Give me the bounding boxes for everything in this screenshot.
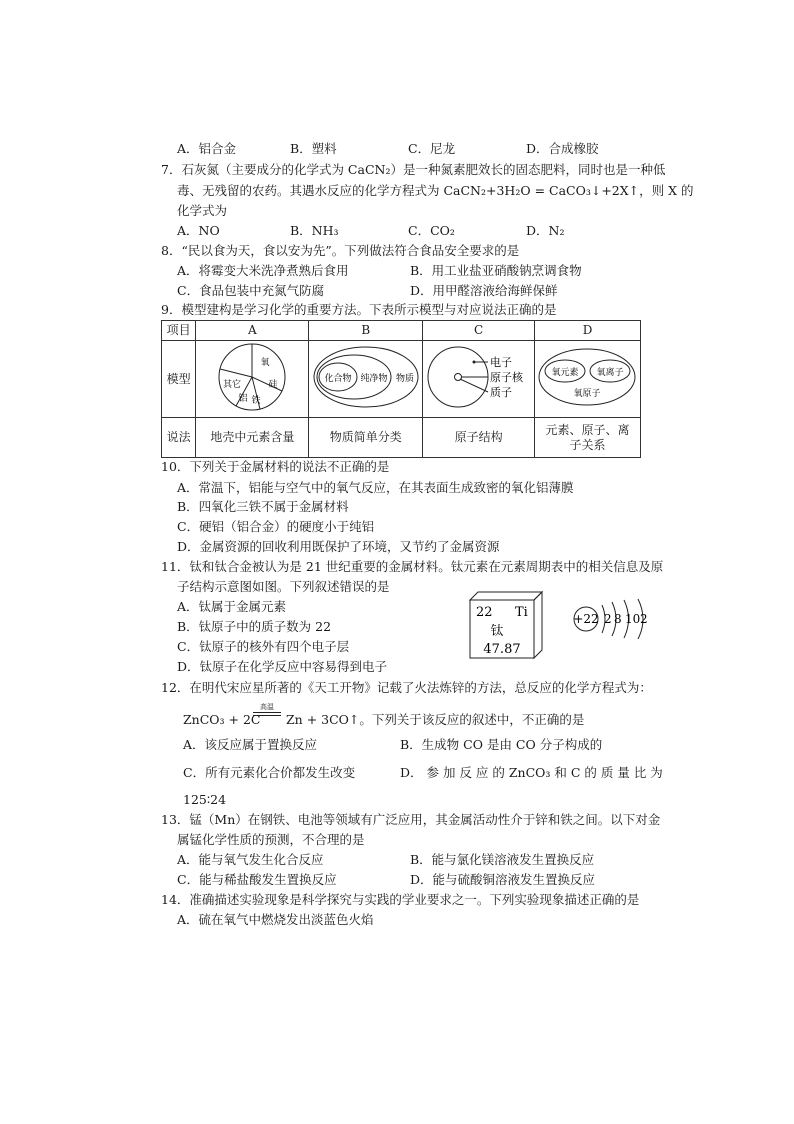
substance-classification-diagram — [310, 341, 422, 413]
q8-option-a: A．将霉变大米洗净煮熟后食用 — [177, 263, 349, 278]
q12-option-a: A．该反应属于置换反应 — [183, 737, 318, 752]
crust-pie-chart — [196, 341, 308, 413]
q12-option-c: C．所有元素化合价都发生改变 — [183, 765, 356, 780]
shell-1-electrons: 2 — [604, 612, 612, 626]
q7-stem-line1: 7．石灰氮（主要成分的化学式为 CaCN₂）是一种氮素肥效长的固态肥料，同时也是一种低 — [161, 162, 666, 177]
atomic-number: 22 — [476, 605, 493, 620]
q12-option-d-continued: 125∶24 — [183, 792, 227, 807]
q13-option-c: C．能与稀盐酸发生置换反应 — [177, 872, 337, 887]
q9-stem: 9．模型建构是学习化学的重要方法。下表所示模型与对应说法正确的是 — [161, 302, 557, 317]
element-name: 钛 — [490, 624, 504, 639]
label-oxygen-element: 氧元素 — [551, 368, 579, 378]
pie-label-others: 其它 — [223, 380, 242, 390]
label-oxygen-ion: 氧离子 — [596, 368, 624, 378]
q13-option-d: D．能与硫酸铜溶液发生置换反应 — [410, 872, 596, 887]
q12-equation-left: ZnCO₃ + 2C — [183, 712, 261, 727]
q13-option-a: A．能与氧气发生化合反应 — [177, 852, 324, 867]
q11-stem-line2: 子结构示意图如图。下列叙述错误的是 — [177, 579, 390, 594]
label-oxygen-atom: 氧原子 — [573, 389, 601, 399]
atom-structure-diagram — [424, 341, 534, 413]
pie-label-iron: 铁 — [251, 396, 261, 406]
q8-stem: 8．“民以食为天，食以安为先”。下列做法符合食品安全要求的是 — [161, 243, 520, 258]
pie-label-aluminum: 铝 — [238, 394, 248, 404]
titanium-periodic-cell — [466, 590, 544, 660]
label-substance: 物质 — [395, 374, 414, 384]
q10-stem: 10．下列关于金属材料的说法不正确的是 — [161, 459, 390, 474]
q7-option-c: C．CO₂ — [408, 223, 455, 238]
q13-stem-line1: 13．锰（Mn）在钢铁、电池等领域有广泛应用，其金属活动性介于锌和铁之间。以下对金 — [161, 812, 661, 827]
q9-header-b: B — [309, 321, 423, 341]
pie-label-silicon: 硅 — [268, 380, 278, 390]
q11-option-d: D．钛原子在化学反应中容易得到电子 — [177, 659, 388, 674]
label-electron: 电子 — [489, 356, 512, 369]
q7-stem-line2: 毒、无残留的农药。其遇水反应的化学方程式为 CaCN₂+3H₂O = CaCO₃↓+2X↑，则 X 的 — [177, 183, 694, 198]
q9-model-c — [423, 341, 535, 418]
label-compound: 化合物 — [324, 374, 352, 384]
q9-row-model-label: 模型 — [162, 341, 196, 418]
pie-label-oxygen: 氧 — [260, 358, 270, 368]
q7-stem-line3: 化学式为 — [177, 203, 228, 218]
q9-desc-c: 原子结构 — [423, 418, 535, 458]
q9-desc-d: 元素、原子、离子关系 — [535, 418, 641, 458]
q9-desc-a: 地壳中元素含量 — [196, 418, 309, 458]
q8-option-c: C．食品包装中充氮气防腐 — [177, 283, 325, 298]
titanium-atom-structure — [568, 593, 654, 645]
nucleus-charge: +22 — [573, 612, 599, 626]
q9-model-a — [196, 341, 309, 418]
label-nucleus: 原子核 — [489, 371, 523, 384]
q7-option-b: B．NH₃ — [290, 223, 339, 238]
q9-header-item: 项目 — [162, 321, 196, 341]
q7-option-a: A．NO — [177, 223, 220, 238]
reaction-condition: 高温 — [260, 703, 274, 711]
q11-option-a: A．钛属于金属元素 — [177, 599, 287, 614]
q7-option-d: D．N₂ — [526, 223, 565, 238]
q12-equation-arrow — [253, 703, 281, 716]
q8-option-d: D．用甲醛溶液给海鲜保鲜 — [410, 283, 558, 298]
shell-4-electrons: 2 — [640, 612, 648, 626]
q9-row-desc-label: 说法 — [162, 418, 196, 458]
q10-option-c: C．硬铝（铝合金）的硬度小于纯铝 — [177, 519, 375, 534]
q6-option-b: B．塑料 — [290, 141, 337, 156]
q9-model-table — [161, 320, 641, 458]
q9-desc-b: 物质简单分类 — [309, 418, 423, 458]
q9-model-d — [535, 341, 641, 418]
q11-option-c: C．钛原子的核外有四个电子层 — [177, 639, 350, 654]
q10-option-b: B．四氧化三铁不属于金属材料 — [177, 499, 349, 514]
q12-option-b: B．生成物 CO 是由 CO 分子构成的 — [400, 737, 603, 752]
q14-option-a: A．硫在氧气中燃烧发出淡蓝色火焰 — [177, 912, 374, 927]
q6-option-a: A．铝合金 — [177, 141, 237, 156]
label-proton: 质子 — [489, 386, 512, 399]
q14-stem: 14．准确描述实验现象是科学探究与实践的学业要求之一。下列实验现象描述正确的是 — [161, 892, 640, 907]
q12-stem: 12．在明代宋应星所著的《天工开物》记载了火法炼锌的方法，总反应的化学方程式为： — [161, 680, 652, 695]
shell-2-electrons: 8 — [614, 612, 622, 626]
element-atom-ion-diagram — [535, 341, 640, 413]
q6-option-d: D．合成橡胶 — [526, 141, 599, 156]
q12-equation-right: Zn + 3CO↑。下列关于该反应的叙述中，不正确的是 — [286, 712, 585, 727]
shell-3-electrons: 10 — [625, 612, 641, 626]
q9-header-a: A — [196, 321, 309, 341]
q13-option-b: B．能与氯化镁溶液发生置换反应 — [410, 852, 595, 867]
q12-option-d: D． 参 加 反 应 的 ZnCO₃ 和 C 的 质 量 比 为 — [400, 765, 663, 780]
q11-stem-line1: 11．钛和钛合金被认为是 21 世纪重要的金属材料。钛元素在元素周期表中的相关信息及原 — [161, 559, 664, 574]
q10-option-a: A．常温下，铝能与空气中的氧气反应，在其表面生成致密的氧化铝薄膜 — [177, 480, 574, 495]
atomic-mass: 47.87 — [483, 642, 521, 657]
q8-option-b: B．用工业盐亚硝酸钠烹调食物 — [410, 263, 582, 278]
q11-option-b: B．钛原子中的质子数为 22 — [177, 619, 332, 634]
label-pure-substance: 纯净物 — [360, 374, 388, 384]
q9-model-b — [309, 341, 423, 418]
q6-option-c: C．尼龙 — [408, 141, 456, 156]
element-symbol: Ti — [515, 605, 528, 620]
q9-header-d: D — [535, 321, 641, 341]
q13-stem-line2: 属锰化学性质的预测，不合理的是 — [177, 832, 365, 847]
q10-option-d: D．金属资源的回收利用既保护了环境，又节约了金属资源 — [177, 539, 500, 554]
q9-header-c: C — [423, 321, 535, 341]
